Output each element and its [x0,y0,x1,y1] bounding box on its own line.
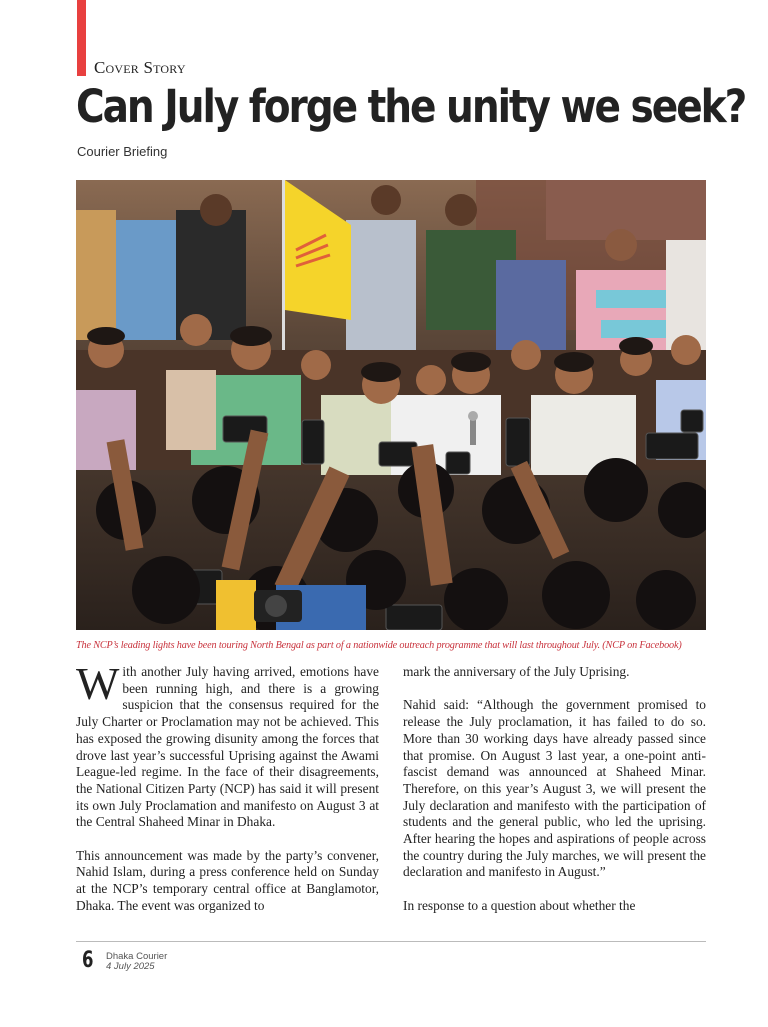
article-column-left [76,658,379,931]
article-paragraph: With another July having arrived, emotions have been running high, and there is a growing suspicion that the consensus required for the July Charter or Proclamation may not be achieved. This has exposed the growing disunity among the forces that drove last year’s successful Uprising against the Awami League-led regime. In the face of their disagreements, the National Citizen Party (NCP) has said it will present its own July Proclamation and manifesto on August 3 at the Central Shaheed Minar in Dhaka. [76,658,379,830]
page-number: 6 [82,948,94,973]
section-label: Cover Story [94,58,186,77]
photo-caption: The NCP’s leading lights have been touring North Bengal as part of a nationwide outreach programme that will last throughout July. (NCP on Facebook) [76,640,682,651]
footer-divider [76,941,706,942]
drop-cap: W [76,658,120,709]
article-column-right [403,664,706,931]
headline: Can July forge the unity we seek? [76,79,746,133]
publication-name: Dhaka Courier [106,951,168,962]
section-accent-bar [77,0,86,76]
article-paragraph: Nahid said: “Although the government promised to release the July proclamation, it has failed to do so. More than 30 working days have already passed since that promise. On August 3 last year, a one-point anti-fascist demand was announced at Shaheed Minar. Therefore, on this year’s August 3, we will present the July declaration and manifesto with the participation of students and the general public, who led the uprising. After hearing the hopes and aspirations of people across the country during the July marches, we will present the declaration and manifesto in August.” [403,697,706,880]
article-paragraph: In response to a question about whether the [403,897,636,913]
publication-date: 4 July 2025 [106,961,155,972]
article-paragraph: This announcement was made by the party’s convener, Nahid Islam, during a press conference held on Sunday at the NCP’s temporary central office at Banglamotor, Dhaka. The event was organized to [76,847,379,913]
cover-photo [76,180,706,630]
byline: Courier Briefing [77,144,168,159]
article-paragraph: mark the anniversary of the July Uprising. [403,664,630,679]
